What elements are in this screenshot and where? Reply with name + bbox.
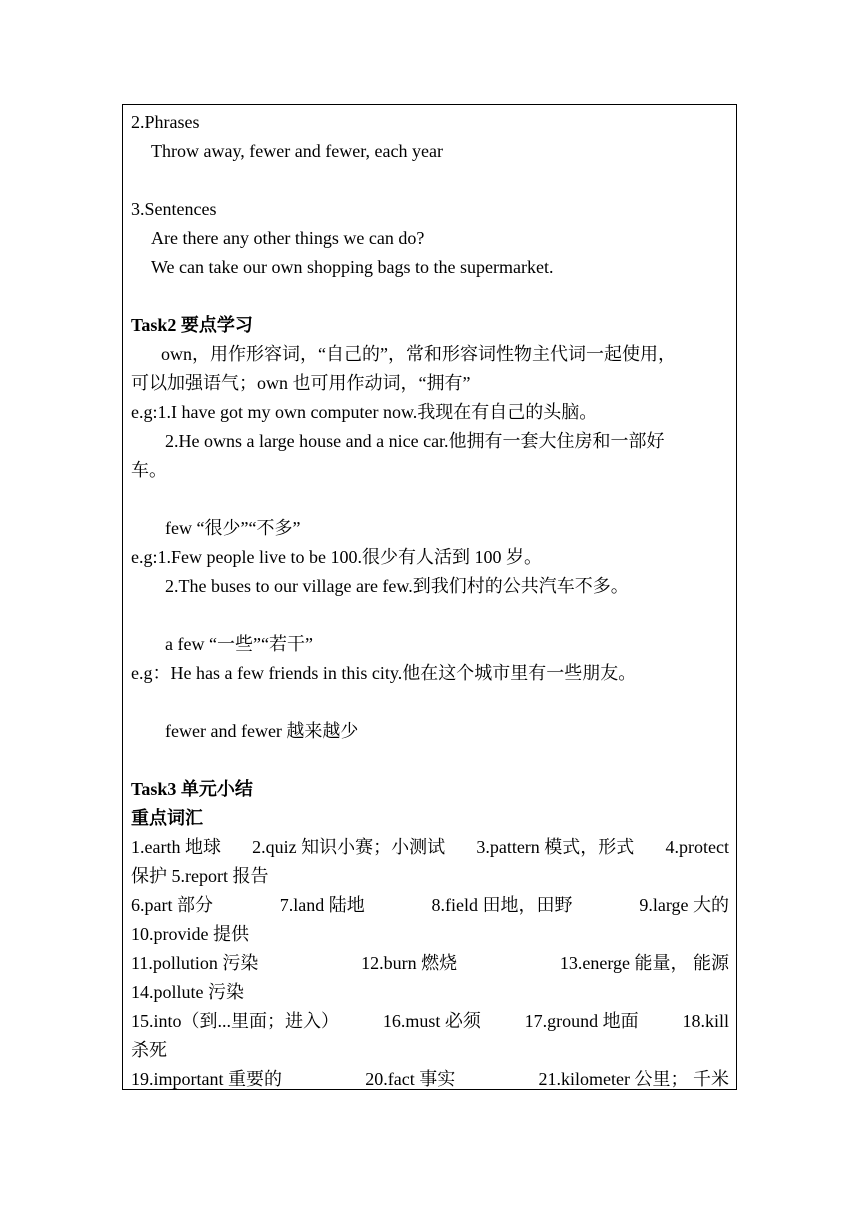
vocab-item: 13.energe 能量， 能源 (559, 953, 729, 973)
vocab-row-continuation: 14.pollute 污染 (131, 982, 244, 1002)
vocab-item: 4.protect (665, 837, 729, 857)
sentence-line: We can take our own shopping bags to the supermarket. (151, 257, 554, 277)
sentences-heading: 3.Sentences (131, 199, 217, 219)
sentence-line: Are there any other things we can do? (151, 228, 425, 248)
task3-heading: Task3 单元小结 (131, 779, 253, 799)
own-explanation-line: 可以加强语气；own 也可用作动词，“拥有” (131, 373, 471, 393)
fewer-and-fewer-line: fewer and fewer 越来越少 (165, 721, 359, 741)
vocab-item: 17.ground 地面 (524, 1011, 639, 1031)
vocab-item: 12.burn 燃烧 (361, 953, 458, 973)
content-table-cell (122, 104, 737, 1090)
a-few-heading: a few “一些”“若干” (165, 634, 313, 654)
own-example: e.g:1.I have got my own computer now.我现在有自己的头脑。 (131, 402, 598, 422)
phrases-text: Throw away, fewer and fewer, each year (151, 141, 443, 161)
vocab-heading: 重点词汇 (131, 808, 203, 828)
own-explanation-line: own，用作形容词，“自己的”，常和形容词性物主代词一起使用， (161, 344, 676, 364)
vocab-item: 1.earth 地球 (131, 837, 221, 857)
vocab-item: 9.large 大的 (639, 895, 729, 915)
few-example: e.g:1.Few people live to be 100.很少有人活到 100 岁。 (131, 547, 542, 567)
phrases-heading: 2.Phrases (131, 112, 200, 132)
few-heading: few “很少”“不多” (165, 518, 301, 538)
vocab-item: 18.kill (682, 1011, 729, 1031)
vocab-item: 6.part 部分 (131, 895, 213, 915)
vocab-row-continuation: 保护 5.report 报告 (131, 866, 269, 886)
vocab-item: 3.pattern 模式，形式 (476, 837, 635, 857)
vocab-row (131, 1010, 729, 1032)
vocab-item: 15.into（到...里面；进入） (131, 1011, 340, 1031)
vocab-row (131, 1068, 729, 1090)
vocab-item: 2.quiz 知识小赛；小测试 (252, 837, 446, 857)
own-example: 2.He owns a large house and a nice car.他拥有一套大住房和一部好 (165, 431, 665, 451)
task2-heading: Task2 要点学习 (131, 315, 253, 335)
vocab-row (131, 894, 729, 916)
a-few-example: e.g：He has a few friends in this city.他在这个城市里有一些朋友。 (131, 663, 637, 683)
vocab-item: 7.land 陆地 (279, 895, 365, 915)
vocab-item: 11.pollution 污染 (131, 953, 259, 973)
vocab-item: 21.kilometer 公里； 千米 (538, 1069, 729, 1089)
vocab-row-continuation: 10.provide 提供 (131, 924, 249, 944)
vocab-item: 19.important 重要的 (131, 1069, 282, 1089)
vocab-item: 8.field 田地，田野 (431, 895, 573, 915)
vocab-row (131, 952, 729, 974)
vocab-row-continuation: 杀死 (131, 1040, 167, 1060)
few-example: 2.The buses to our village are few.到我们村的公共汽车不多。 (165, 576, 629, 596)
vocab-item: 20.fact 事实 (365, 1069, 456, 1089)
vocab-item: 16.must 必须 (382, 1011, 481, 1031)
vocab-row (131, 836, 729, 858)
own-example: 车。 (131, 460, 167, 480)
